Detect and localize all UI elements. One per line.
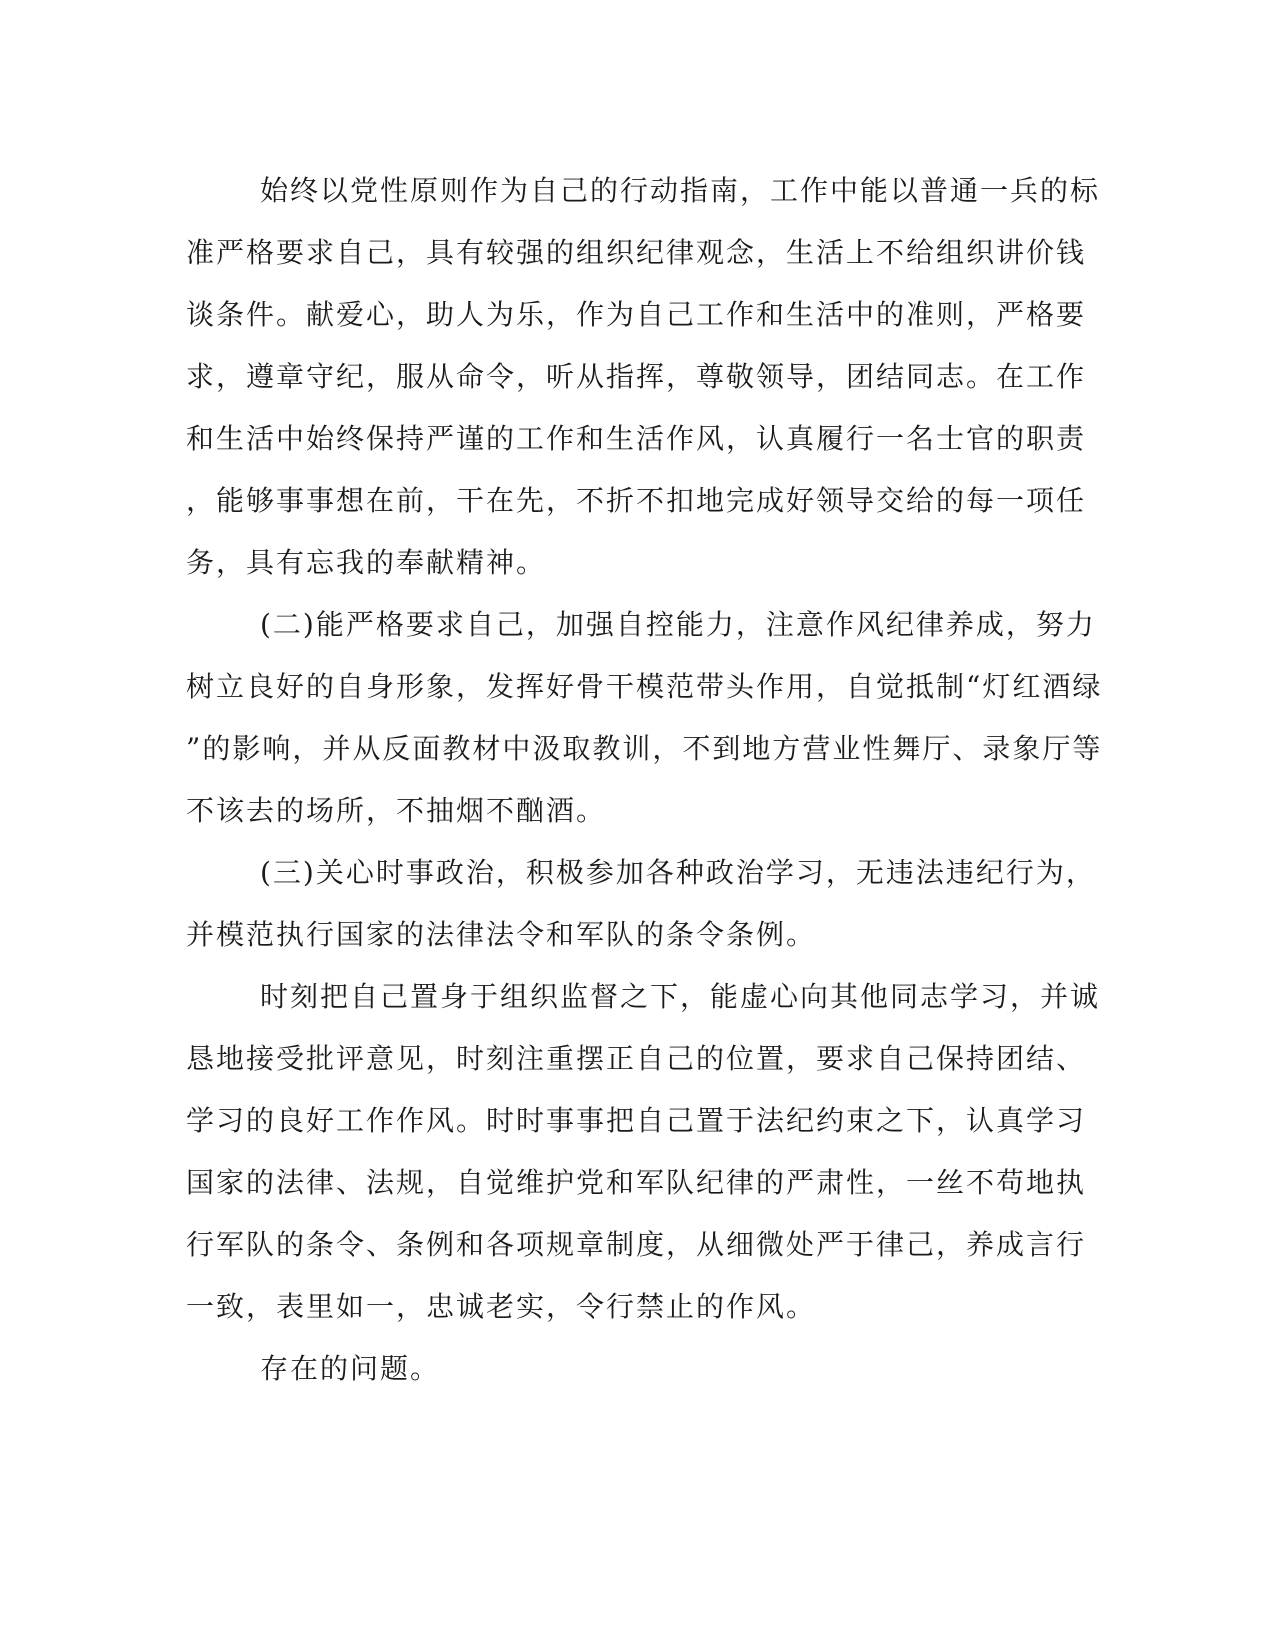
text-line: 学习的良好工作作风。时时事事把自己置于法纪约束之下，认真学习 (186, 1104, 1087, 1137)
text-line: 谈条件。献爱心，助人为乐，作为自己工作和生活中的准则，严格要 (186, 298, 1087, 331)
text-line: 恳地接受批评意见，时刻注重摆正自己的位置，要求自己保持团结、 (186, 1042, 1087, 1075)
text-line: 始终以党性原则作为自己的行动指南，工作中能以普通一兵的标 (260, 174, 1101, 207)
text-line: 求，遵章守纪，服从命令，听从指挥，尊敬领导，团结同志。在工作 (186, 360, 1087, 393)
text-line: 行军队的条令、条例和各项规章制度，从细微处严于律己，养成言行 (186, 1228, 1087, 1261)
text-line: 不该去的场所，不抽烟不酗酒。 (186, 794, 607, 827)
text-line: 务，具有忘我的奉献精神。 (186, 546, 547, 579)
text-line: (三)关心时事政治，积极参加各种政治学习，无违法违纪行为， (260, 856, 1096, 889)
text-line: 国家的法律、法规，自觉维护党和军队纪律的严肃性，一丝不苟地执 (186, 1166, 1087, 1199)
text-line: 并模范执行国家的法律法令和军队的条令条例。 (186, 918, 817, 951)
document-body (186, 160, 1103, 1400)
text-line: 准严格要求自己，具有较强的组织纪律观念，生活上不给组织讲价钱 (186, 236, 1087, 269)
text-line: 树立良好的自身形象，发挥好骨干模范带头作用，自觉抵制“灯红酒绿 (186, 670, 1103, 703)
text-line: ”的影响，并从反面教材中汲取教训，不到地方营业性舞厅、录象厅等 (186, 732, 1103, 765)
text-line: (二)能严格要求自己，加强自控能力，注意作风纪律养成，努力 (260, 608, 1096, 641)
text-line: 一致，表里如一，忠诚老实，令行禁止的作风。 (186, 1290, 817, 1323)
text-line: 和生活中始终保持严谨的工作和生活作风，认真履行一名士官的职责 (186, 422, 1087, 455)
text-line: 时刻把自己置身于组织监督之下，能虚心向其他同志学习，并诚 (260, 980, 1101, 1013)
text-line: ，能够事事想在前，干在先，不折不扣地完成好领导交给的每一项任 (186, 484, 1087, 517)
text-line: 存在的问题。 (260, 1352, 441, 1385)
